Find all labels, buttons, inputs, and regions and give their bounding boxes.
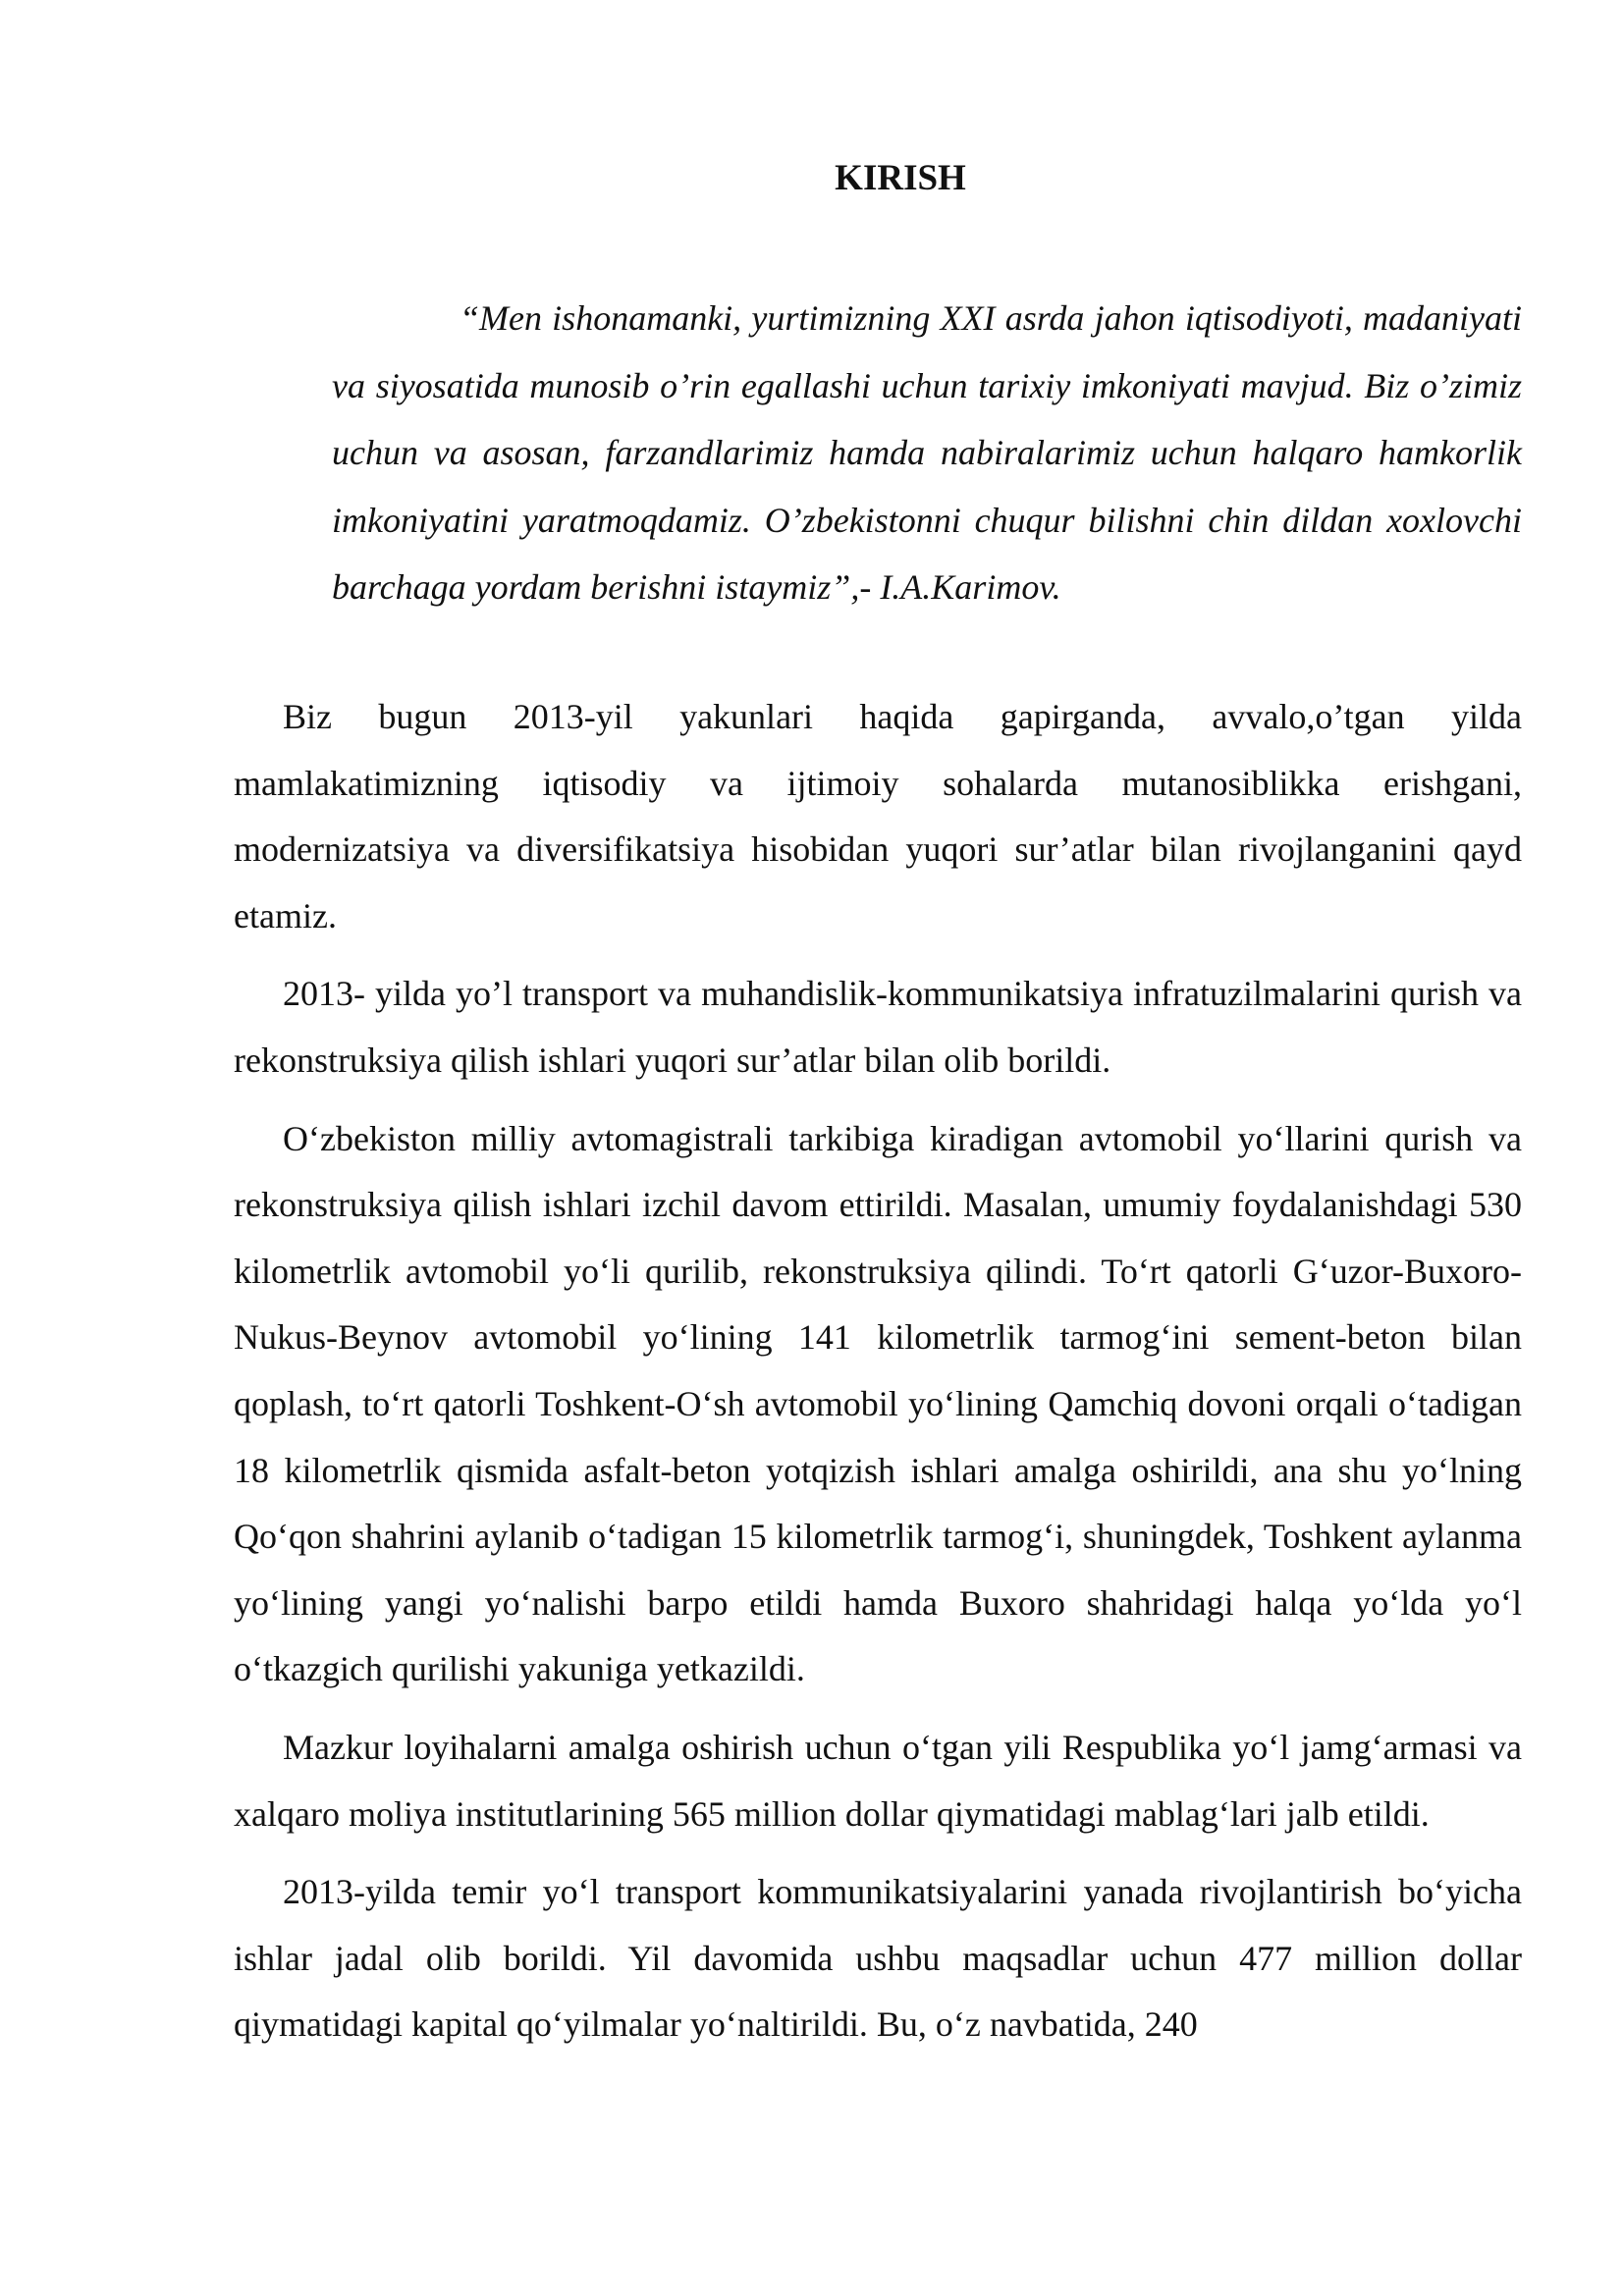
body-text [234, 684, 1522, 2070]
paragraph: O‘zbekiston milliy avtomagistrali tarkibiga kiradigan avtomobil yo‘llarini qurish va rekonstruksiya qilish ishlari izchil davom ettirildi. Masalan, umumiy foydalanishdagi 530 kilometrlik avtomobil yo‘li qurilib, rekonstruksiya qilindi. To‘rt qatorli G‘uzor-Buxoro-Nukus-Beynov avtomobil yo‘lining 141 kilometrlik tarmog‘ini sement-beton bilan qoplash, to‘rt qatorli Toshkent-O‘sh avtomobil yo‘lining Qamchiq dovoni orqali o‘tadigan 18 kilometrlik qismida asfalt-beton yotqizish ishlari amalga oshirildi, ana shu yo‘lning Qo‘qon shahrini aylanib o‘tadigan 15 kilometrlik tarmog‘i, shuningdek, Toshkent aylanma yo‘lining yangi yo‘nalishi barpo etildi hamda Buxoro shahridagi halqa yo‘lda yo‘l o‘tkazgich qurilishi yakuniga yetkazildi. [234, 1118, 1522, 1689]
paragraph: 2013-yilda temir yo‘l transport kommunikatsiyalarini yanada rivojlantirish bo‘yicha ishlar jadal olib borildi. Yil davomida ushbu maqsadlar uchun 477 million dollar qiymatidagi kapital qo‘yilmalar yo‘naltirildi. Bu, o‘z navbatida, 240 [234, 1872, 1522, 2045]
paragraph: Biz bugun 2013-yil yakunlari haqida gapirganda, avvalo,o’tgan yilda mamlakatimizning iqtisodiy va ijtimoiy sohalarda mutanosiblikka erishgani, modernizatsiya va diversifikatsiya hisobidan yuqori sur’atlar bilan rivojlanganini qayd etamiz. [234, 697, 1522, 935]
epigraph-quote: “Men ishonamanki, yurtimizning XXI asrda jahon iqtisodiyoti, madaniyati va siyosatida munosib o’rin egallashi uchun tarixiy imkoniyati mavjud. Biz o’zimiz uchun va asosan, farzandlarimiz hamda nabiralarimiz uchun halqaro hamkorlik imkoniyatini yaratmoqdamiz. O’zbekistonni chuqur bilishni chin dildan xoxlovchi barchaga yordam berishni istaymiz”,- I.A.Karimov. [332, 298, 1522, 607]
page-title: KIRISH [835, 158, 966, 198]
paragraph: 2013- yilda yo’l transport va muhandislik-kommunikatsiya infratuzilmalarini qurish va rekonstruksiya qilish ishlari yuqori sur’atlar bilan olib borildi. [234, 974, 1522, 1080]
paragraph: Mazkur loyihalarni amalga oshirish uchun o‘tgan yili Respublika yo‘l jamg‘armasi va xalqaro moliya institutlarining 565 million dollar qiymatidagi mablag‘lari jalb etildi. [234, 1727, 1522, 1834]
